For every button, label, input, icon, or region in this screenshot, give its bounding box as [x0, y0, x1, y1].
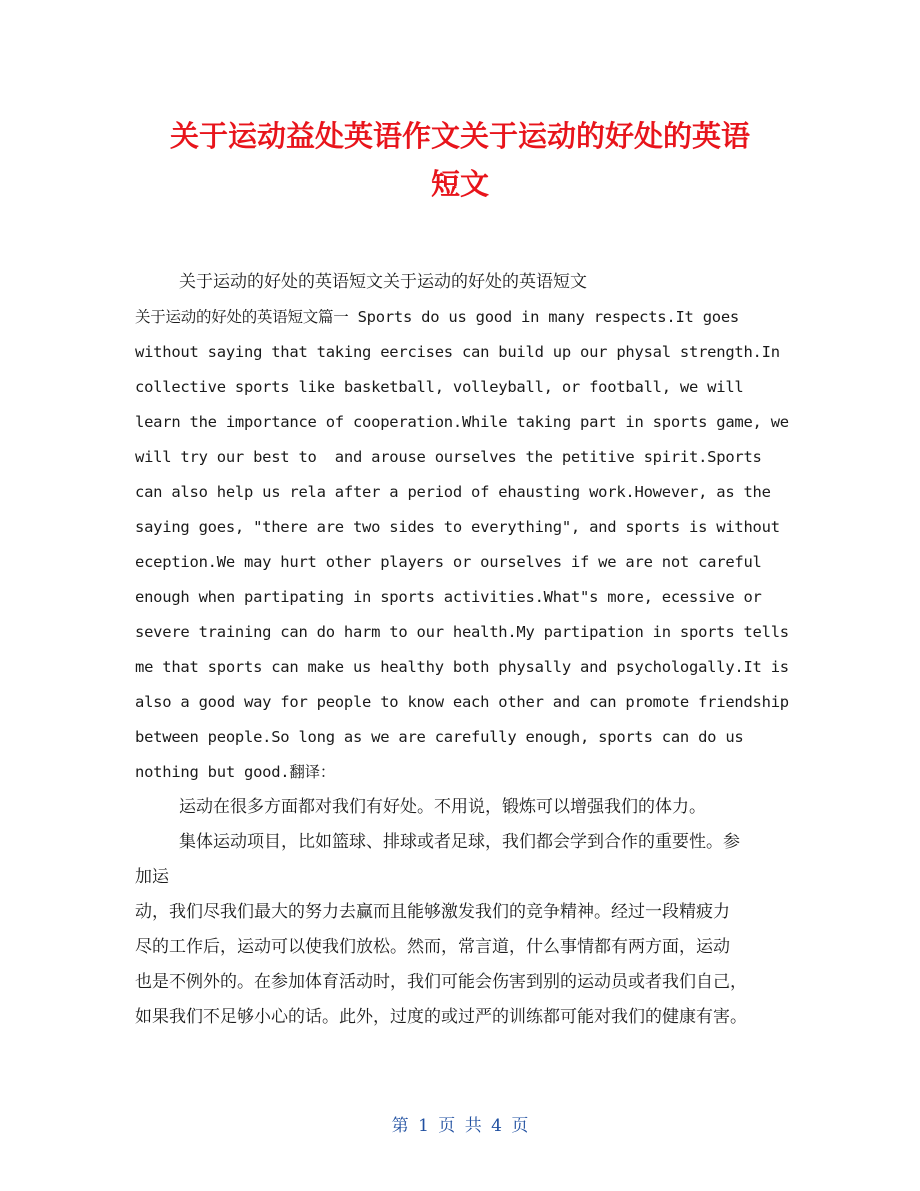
- translation-line: 动，我们尽我们最大的努力去赢而且能够激发我们的竞争精神。经过一段精疲力: [135, 902, 730, 922]
- english-line: can also help us rela after a period of ehausting work.However, as the: [135, 483, 771, 501]
- english-line: eception.We may hurt other players or ourselves if we are not careful: [135, 553, 762, 571]
- english-line: saying goes, "there are two sides to everything", and sports is without: [135, 518, 780, 536]
- english-line: 关于运动的好处的英语短文篇一 Sports do us good in many respects.It goes: [135, 308, 740, 326]
- english-line: learn the importance of cooperation.While taking part in sports game, we: [135, 413, 789, 431]
- english-line: without saying that taking eercises can build up our physal strength.In: [135, 343, 780, 361]
- english-line: severe training can do harm to our health.My partipation in sports tells: [135, 623, 789, 641]
- english-line: nothing but good.翻译：: [135, 763, 336, 781]
- english-line: me that sports can make us healthy both physally and psychologally.It is: [135, 658, 789, 676]
- english-line: enough when partipating in sports activities.What"s more, ecessive or: [135, 588, 762, 606]
- english-line: will try our best to and arouse ourselves the petitive spirit.Sports: [135, 448, 762, 466]
- english-line: also a good way for people to know each other and can promote friendship: [135, 693, 789, 711]
- translation-line: 加运: [135, 867, 169, 887]
- document-title: [120, 112, 800, 208]
- translation-line: 运动在很多方面都对我们有好处。不用说，锻炼可以增强我们的体力。: [179, 797, 706, 817]
- page-number-footer: 第 1 页 共 4 页: [391, 1116, 529, 1136]
- translation-line: 如果我们不足够小心的话。此外，过度的或过严的训练都可能对我们的健康有害。: [135, 1007, 747, 1027]
- title-line-2: 短文: [430, 167, 489, 201]
- document-body: [135, 265, 790, 1035]
- english-line: between people.So long as we are carefully enough, sports can do us: [135, 728, 744, 746]
- english-line: collective sports like basketball, volleyball, or football, we will: [135, 378, 744, 396]
- intro-line: 关于运动的好处的英语短文关于运动的好处的英语短文: [179, 272, 587, 292]
- title-line-1: 关于运动益处英语作文关于运动的好处的英语: [169, 119, 750, 153]
- translation-line: 也是不例外的。在参加体育活动时，我们可能会伤害到别的运动员或者我们自己，: [135, 972, 747, 992]
- translation-line: 集体运动项目，比如篮球、排球或者足球，我们都会学到合作的重要性。参: [179, 832, 740, 852]
- translation-line: 尽的工作后，运动可以使我们放松。然而，常言道，什么事情都有两方面，运动: [135, 937, 730, 957]
